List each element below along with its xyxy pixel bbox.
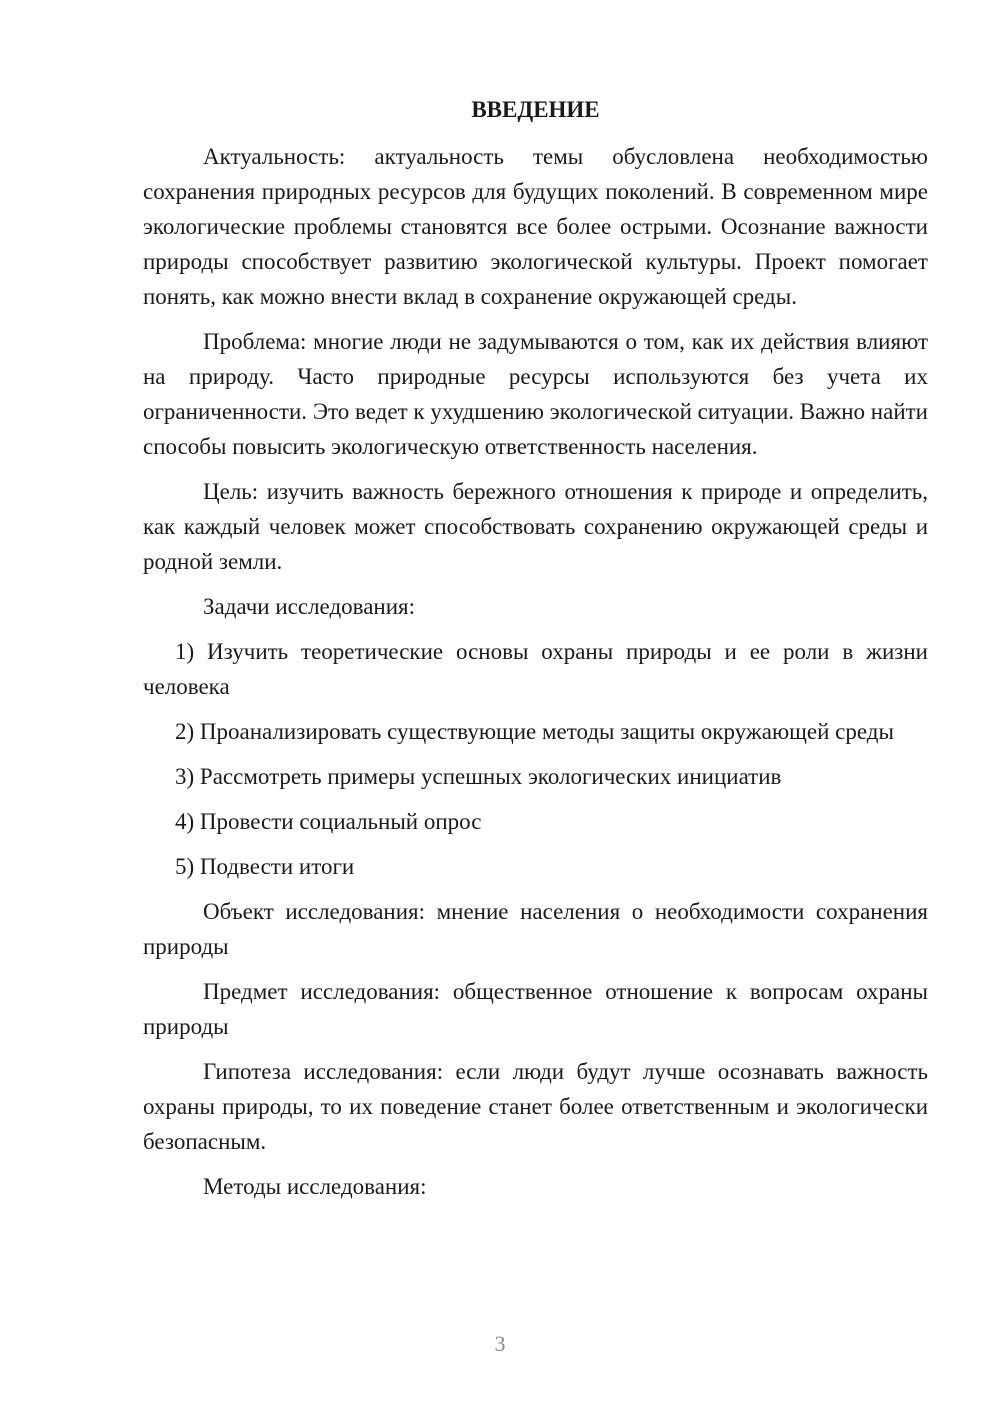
relevance-paragraph: Актуальность: актуальность темы обусловлена необходимостью сохранения природных ресурсов для будущих поколений. В современном мире экологические проблемы становятся все более острыми. Осознание важности природы способствует развитию экологической культуры. Проект помогает понять, как можно внести вклад в сохранение окружающей среды. bbox=[143, 144, 928, 309]
problem-paragraph: Проблема: многие люди не задумываются о том, как их действия влияют на природу. Часто природные ресурсы используются без учета их ограниченности. Это ведет к ухудшению экологической ситуации. Важно найти способы повысить экологическую ответственность населения. bbox=[143, 329, 928, 459]
hypothesis-paragraph: Гипотеза исследования: если люди будут лучше осознавать важность охраны природы, то их поведение станет более ответственным и экологически безопасным. bbox=[143, 1059, 928, 1154]
task-item: 3) Рассмотреть примеры успешных экологических инициатив bbox=[175, 764, 782, 789]
tasks-heading: Задачи исследования: bbox=[203, 594, 416, 619]
page-number: 3 bbox=[494, 1331, 506, 1356]
goal-paragraph: Цель: изучить важность бережного отношения к природе и определить, как каждый человек может способствовать сохранению окружающей среды и родной земли. bbox=[143, 479, 928, 574]
page-title: ВВЕДЕНИЕ bbox=[471, 97, 600, 122]
task-item: 1) Изучить теоретические основы охраны природы и ее роли в жизни человека bbox=[143, 639, 928, 699]
task-item: 5) Подвести итоги bbox=[175, 854, 355, 879]
document-page bbox=[143, 95, 928, 1214]
object-paragraph: Объект исследования: мнение населения о необходимости сохранения природы bbox=[143, 899, 928, 959]
task-item: 2) Проанализировать существующие методы защиты окружающей среды bbox=[175, 719, 894, 744]
methods-heading: Методы исследования: bbox=[203, 1174, 427, 1199]
task-item: 4) Провести социальный опрос bbox=[175, 809, 482, 834]
subject-paragraph: Предмет исследования: общественное отношение к вопросам охраны природы bbox=[143, 979, 928, 1039]
